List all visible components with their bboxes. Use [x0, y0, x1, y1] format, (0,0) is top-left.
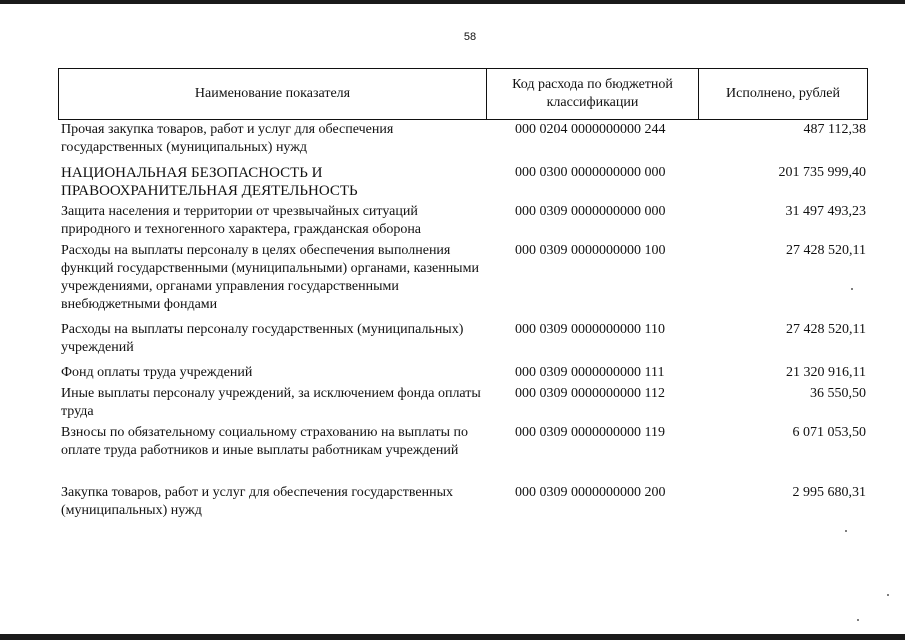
scan-border-bottom [0, 634, 905, 640]
row-value: 31 497 493,23 [785, 204, 866, 219]
scan-border-top [0, 0, 905, 4]
row-value: 21 320 916,11 [786, 365, 866, 380]
row-value: 201 735 999,40 [778, 165, 866, 180]
scan-speck [851, 288, 853, 290]
table-row [58, 203, 868, 242]
row-code: 000 0309 0000000000 112 [515, 386, 665, 401]
row-code: 000 0309 0000000000 111 [515, 365, 665, 380]
row-code: 000 0300 0000000000 000 [515, 165, 666, 180]
table-body [58, 121, 868, 524]
row-value: 36 550,50 [810, 386, 866, 401]
table-row [58, 364, 868, 385]
table-row [58, 121, 868, 164]
header-name-cell: Наименование показателя [59, 69, 487, 119]
table-row [58, 242, 868, 321]
row-code: 000 0309 0000000000 200 [515, 485, 666, 500]
table-row [58, 321, 868, 364]
row-name: Закупка товаров, работ и услуг для обеспечения государственных (муниципальных) нужд [61, 485, 454, 518]
row-value: 487 112,38 [803, 122, 866, 137]
row-value: 27 428 520,11 [786, 322, 866, 337]
row-name: Фонд оплаты труда учреждений [61, 365, 253, 380]
table-row [58, 424, 868, 484]
row-value: 6 071 053,50 [792, 425, 866, 440]
row-code: 000 0204 0000000000 244 [515, 122, 666, 137]
row-code: 000 0309 0000000000 000 [515, 204, 666, 219]
row-value: 27 428 520,11 [786, 243, 866, 258]
header-value-cell: Исполнено, рублей [726, 86, 840, 101]
row-name: Расходы на выплаты персоналу в целях обеспечения выполнения функций государственными (муниципальными) органами, казенными учреждениями, органами управления государственными внебюджетными фондами [61, 243, 479, 312]
table-row [58, 484, 868, 524]
row-name: Защита населения и территории от чрезвычайных ситуаций природного и техногенного характера, гражданская оборона [61, 204, 422, 237]
table-header [58, 68, 868, 120]
row-code: 000 0309 0000000000 119 [515, 425, 665, 440]
scan-speck [857, 619, 859, 621]
scan-speck [845, 530, 847, 532]
row-name: НАЦИОНАЛЬНАЯ БЕЗОПАСНОСТЬ И ПРАВООХРАНИТЕЛЬНАЯ ДЕЯТЕЛЬНОСТЬ [61, 165, 358, 199]
row-code: 000 0309 0000000000 100 [515, 243, 666, 258]
scan-speck [887, 594, 889, 596]
table-row [58, 385, 868, 424]
row-name: Прочая закупка товаров, работ и услуг для обеспечения государственных (муниципальных) нужд [61, 122, 394, 155]
row-name: Взносы по обязательному социальному страхованию на выплаты по оплате труда работников и иные выплаты работникам учреждений [61, 425, 469, 458]
table-row [58, 164, 868, 203]
row-name: Иные выплаты персоналу учреждений, за исключением фонда оплаты труда [61, 386, 481, 419]
row-value: 2 995 680,31 [792, 485, 866, 500]
header-code-cell: Код расхода по бюджетной классификации [487, 69, 699, 119]
row-name: Расходы на выплаты персоналу государственных (муниципальных) учреждений [61, 322, 464, 355]
page-number: 58 [463, 31, 477, 43]
row-code: 000 0309 0000000000 110 [515, 322, 665, 337]
